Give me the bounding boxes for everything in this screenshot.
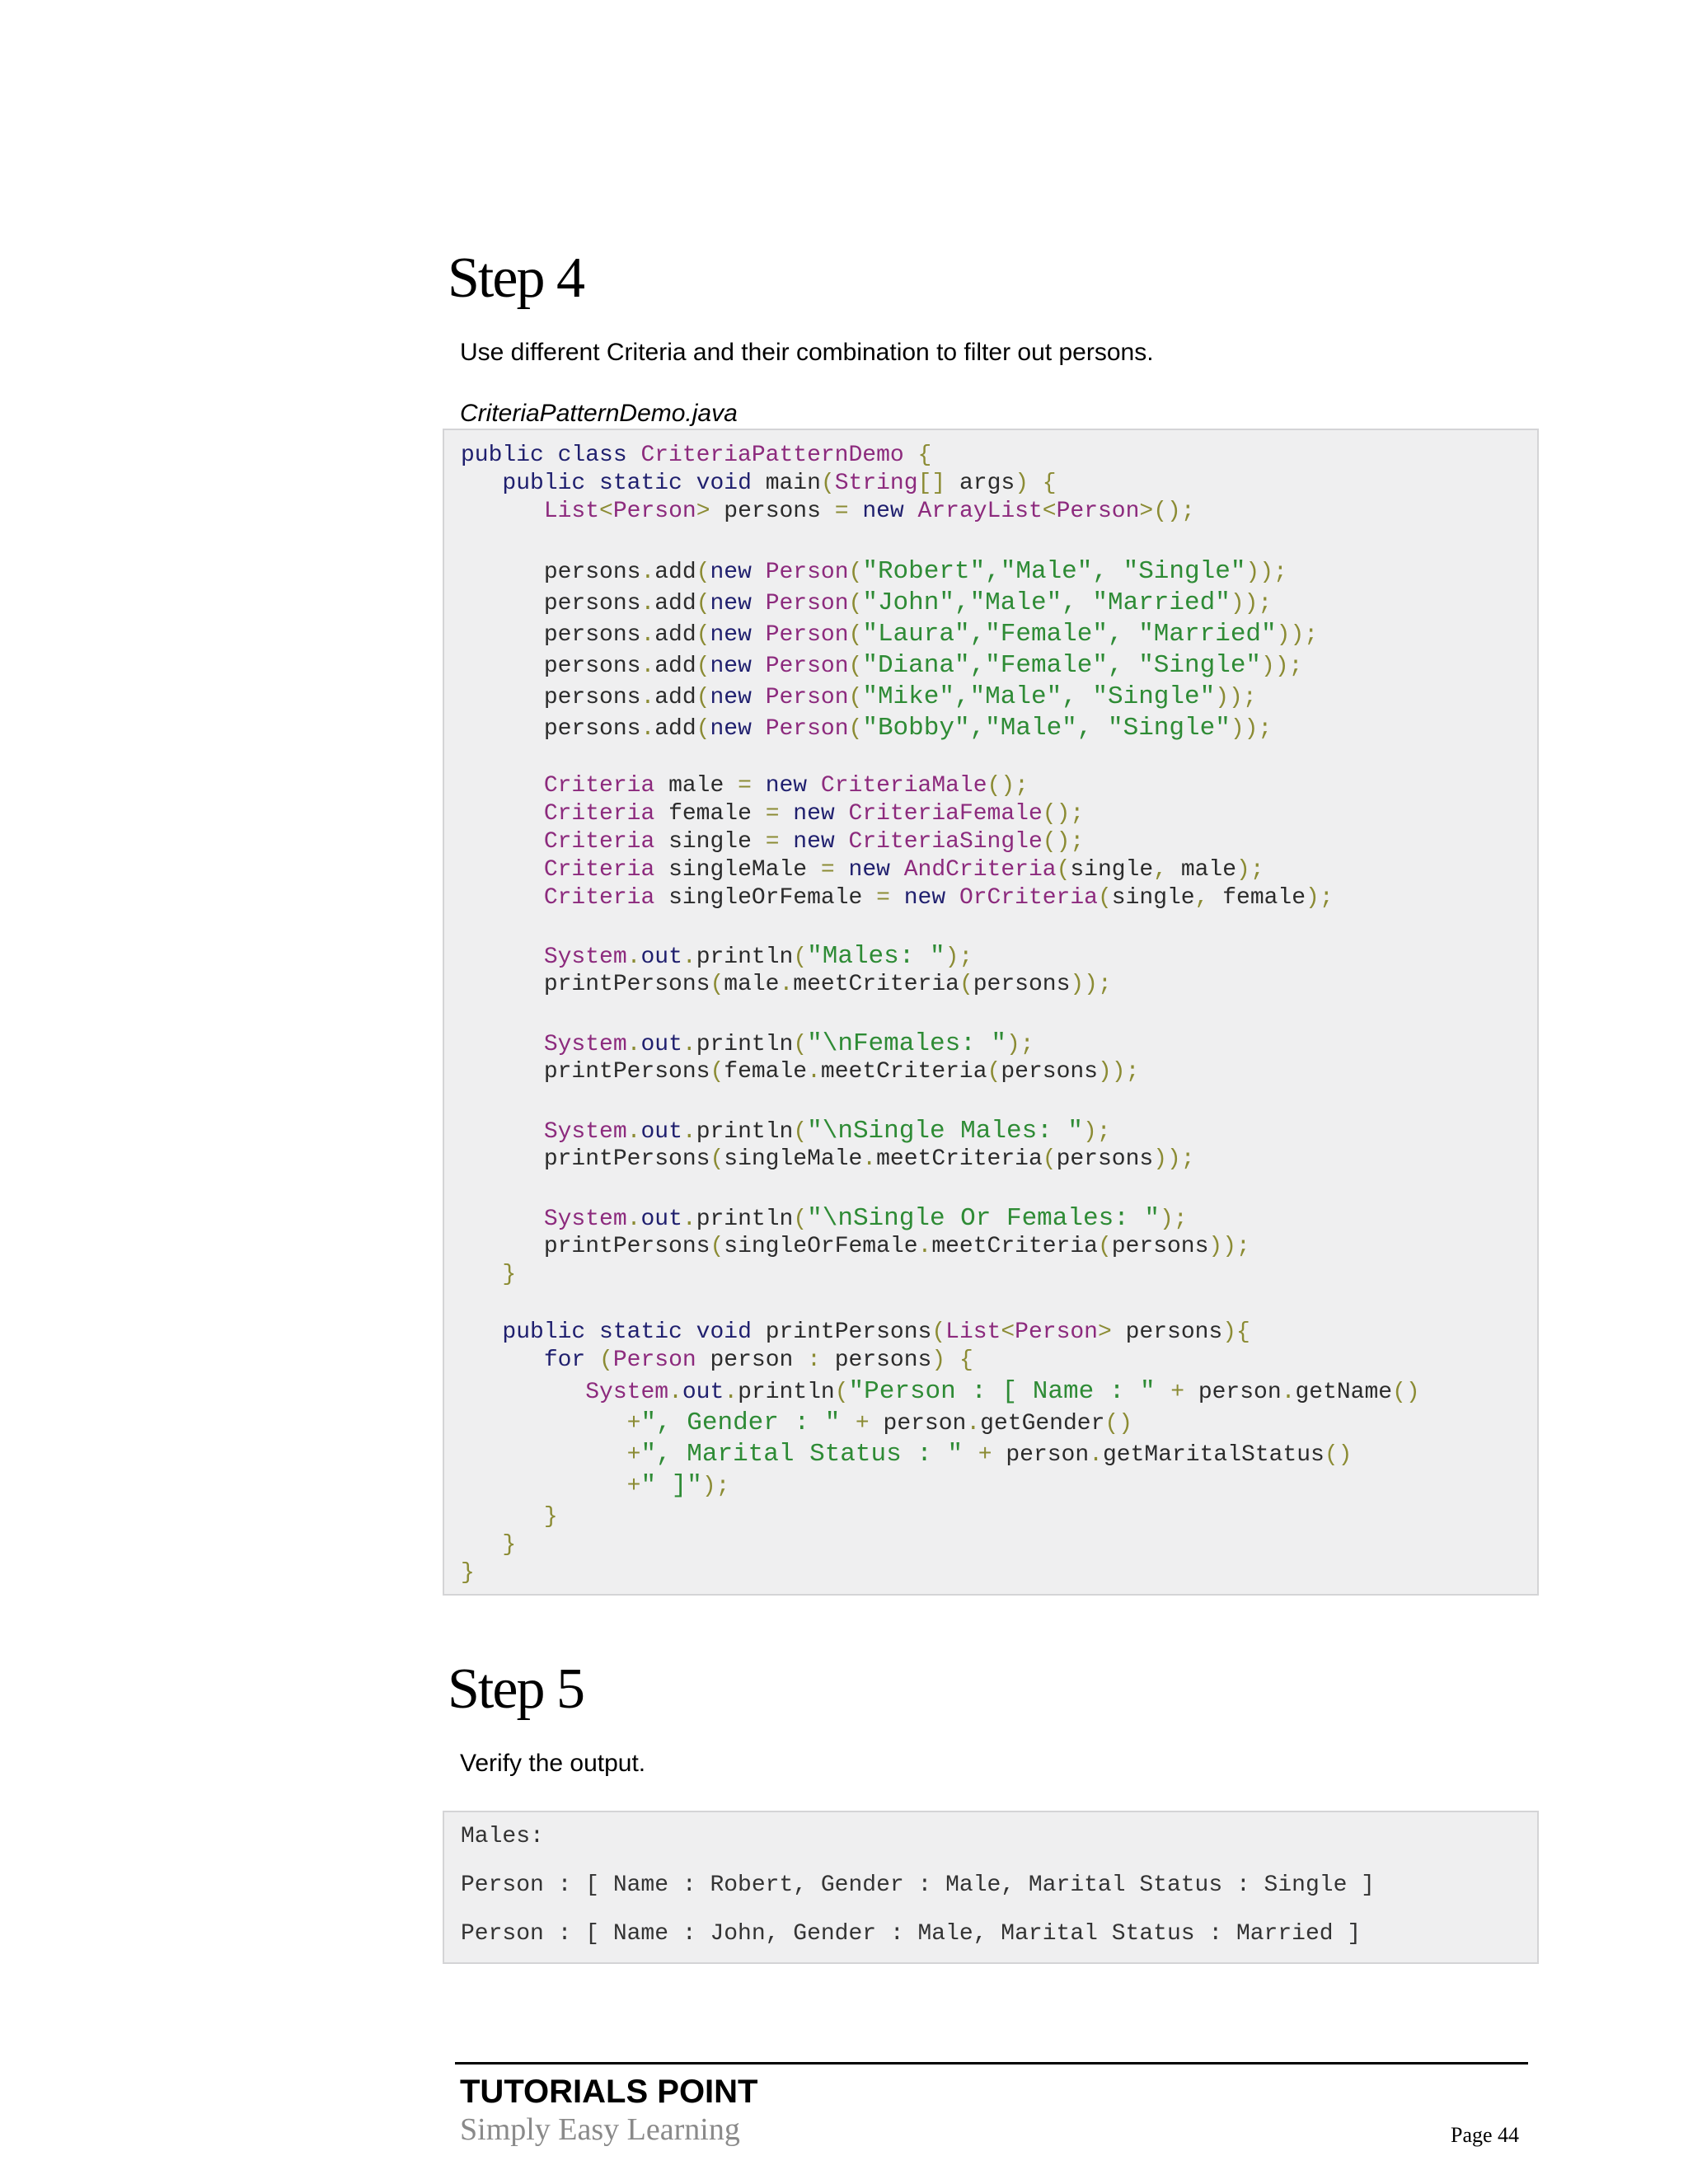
code-token: Criteria [543, 885, 669, 911]
code-token: ( [1042, 1146, 1057, 1172]
code-token: . [626, 1207, 641, 1232]
code-token: )); [1276, 622, 1319, 648]
code-token: (); [987, 773, 1029, 799]
code-token: . [640, 560, 655, 585]
code-token: } [461, 1560, 475, 1586]
code-token: )); [1153, 1146, 1195, 1172]
code-line [461, 440, 931, 471]
code-token [461, 1442, 627, 1468]
code-token: ( [959, 972, 973, 997]
code-token: , [1153, 857, 1181, 883]
code-token: printPersons [461, 1146, 710, 1172]
output-line: Person : [ Name : Robert, Gender : Male, Marital Status : Single ] [461, 1872, 1375, 1898]
code-token: ); [1236, 857, 1264, 883]
code-token: persons [1056, 1146, 1154, 1172]
code-token: )); [1261, 654, 1303, 679]
code-token: meetCriteria [793, 972, 959, 997]
code-line [461, 1530, 516, 1561]
code-token: ", Marital Status : " [640, 1440, 978, 1469]
code-token: () [1324, 1442, 1353, 1468]
code-line [461, 1439, 1352, 1470]
code-token: ( [1097, 885, 1112, 911]
code-token: getGender [980, 1411, 1105, 1436]
code-token: . [640, 654, 655, 679]
code-token: )); [1070, 972, 1112, 997]
code-token: persons [461, 716, 641, 742]
code-token: persons [973, 972, 1071, 997]
code-token: persons [461, 685, 641, 710]
code-token: ( [696, 716, 710, 742]
code-token: ){ [1222, 1319, 1250, 1345]
code-token [461, 1474, 627, 1499]
code-token: . [862, 1146, 877, 1172]
code-token: new [710, 591, 766, 616]
code-token: System [585, 1380, 669, 1405]
code-token: getName [1295, 1380, 1393, 1405]
code-token: getMaritalStatus [1102, 1442, 1325, 1468]
code-token: meetCriteria [820, 1059, 987, 1085]
code-token: Person [765, 622, 849, 648]
code-token: )); [1215, 685, 1257, 710]
code-line [461, 1231, 1250, 1263]
code-line [461, 941, 973, 972]
code-line [461, 1345, 973, 1376]
code-line [461, 1203, 1188, 1235]
code-token: add [654, 622, 696, 648]
code-token: public class [461, 443, 641, 468]
code-token: > [696, 499, 724, 524]
code-token: (); [1042, 801, 1085, 827]
code-token: ( [793, 1119, 808, 1145]
code-token: ) { [1015, 471, 1057, 496]
code-token: CriteriaPatternDemo [640, 443, 918, 468]
code-token: new [710, 654, 766, 679]
code-token: println [738, 1380, 835, 1405]
code-token: ArrayList [917, 499, 1043, 524]
code-token: persons [724, 499, 835, 524]
code-token: System [543, 944, 627, 970]
code-line [461, 1502, 558, 1533]
code-token: , [1194, 885, 1223, 911]
code-token: ( [696, 685, 710, 710]
code-token: "\nSingle Males: " [807, 1117, 1083, 1146]
code-token: Person [765, 591, 849, 616]
code-line [461, 827, 1084, 858]
code-line [461, 588, 1272, 619]
code-token: Person [765, 654, 849, 679]
code-token: + [626, 1442, 641, 1468]
code-token: new [710, 716, 766, 742]
code-token: < [1001, 1319, 1015, 1345]
code-token: ( [710, 972, 724, 997]
code-token: ( [987, 1059, 1001, 1085]
code-token: } [461, 1504, 558, 1530]
code-token: person [710, 1347, 808, 1373]
code-token: . [1281, 1380, 1296, 1405]
code-line [461, 969, 1112, 1001]
code-token: persons [461, 560, 641, 585]
code-token: singleOrFemale [724, 1234, 918, 1259]
code-token: )); [1208, 1234, 1250, 1259]
code-token: String [834, 471, 918, 496]
code-token: ( [820, 471, 835, 496]
code-line [461, 682, 1257, 713]
code-token: < [599, 499, 613, 524]
code-token: println [696, 1119, 794, 1145]
code-token: single [668, 829, 766, 855]
code-token [461, 1032, 544, 1057]
code-token: singleMale [668, 857, 821, 883]
code-token: (); [1042, 829, 1085, 855]
code-token: add [654, 591, 696, 616]
code-token: . [682, 944, 696, 970]
code-token: List [945, 1319, 1001, 1345]
code-token: . [640, 716, 655, 742]
code-line [461, 1057, 1139, 1088]
code-token: out [640, 1119, 682, 1145]
code-token: println [696, 1032, 794, 1057]
code-token: "\nFemales: " [807, 1029, 1006, 1058]
code-token: + [626, 1411, 641, 1436]
code-token: out [682, 1380, 724, 1405]
code-token: = [765, 829, 794, 855]
code-line [461, 1376, 1420, 1408]
code-token: . [640, 622, 655, 648]
code-token: ); [1083, 1119, 1111, 1145]
code-token: meetCriteria [876, 1146, 1043, 1172]
code-token [461, 471, 502, 496]
code-token: Person [612, 499, 696, 524]
code-token [461, 801, 544, 827]
code-token: public static void [502, 1319, 766, 1345]
step-4-description: Use different Criteria and their combination to filter out persons. [460, 339, 1154, 366]
code-token: } [461, 1532, 517, 1558]
code-token: )); [1245, 560, 1287, 585]
code-token: = [765, 801, 794, 827]
code-token: new [903, 885, 959, 911]
code-token: ) { [931, 1347, 973, 1373]
code-token: println [696, 944, 794, 970]
code-token: + [855, 1411, 884, 1436]
code-token: person [1006, 1442, 1090, 1468]
code-line [461, 1317, 1250, 1348]
code-token: = [820, 857, 849, 883]
code-token: singleMale [724, 1146, 863, 1172]
code-token: ( [599, 1347, 613, 1373]
code-token: . [682, 1119, 696, 1145]
code-token: ( [1056, 857, 1071, 883]
code-token: OrCriteria [959, 885, 1098, 911]
code-line [461, 1470, 729, 1502]
code-token: . [640, 591, 655, 616]
code-token: out [640, 1207, 682, 1232]
code-token: )); [1097, 1059, 1140, 1085]
code-token: "\nSingle Or Females: " [807, 1204, 1160, 1233]
code-token: ( [848, 685, 863, 710]
code-token: ( [848, 654, 863, 679]
code-token: CriteriaSingle [848, 829, 1043, 855]
code-token: . [668, 1380, 682, 1405]
code-token: single [1111, 885, 1195, 911]
code-token: persons [834, 1347, 932, 1373]
code-token: for [543, 1347, 600, 1373]
code-token: "Males: " [807, 942, 945, 971]
code-line [461, 619, 1318, 650]
code-token: new [793, 801, 849, 827]
code-token: . [682, 1032, 696, 1057]
code-token: ( [696, 622, 710, 648]
code-token: female [1222, 885, 1306, 911]
code-token: "Robert","Male", "Single" [862, 557, 1246, 586]
code-token: : [807, 1347, 835, 1373]
code-token: ( [848, 716, 863, 742]
code-token: ); [1006, 1032, 1034, 1057]
code-token: ( [834, 1380, 849, 1405]
code-token: printPersons [461, 972, 710, 997]
step-5-description: Verify the output. [460, 1750, 646, 1777]
code-token: persons [461, 622, 641, 648]
code-token: new [793, 829, 849, 855]
code-token: ( [848, 560, 863, 585]
code-token: singleOrFemale [668, 885, 877, 911]
code-token: out [640, 944, 682, 970]
code-token: Person [1015, 1319, 1098, 1345]
code-token: " ]" [640, 1471, 702, 1500]
code-token: ( [793, 944, 808, 970]
code-token: Person [765, 685, 849, 710]
code-token: persons [1111, 1234, 1209, 1259]
code-token [461, 944, 544, 970]
code-token: . [626, 1032, 641, 1057]
code-token: Person [1056, 499, 1140, 524]
code-token: ( [696, 591, 710, 616]
code-token [461, 857, 544, 883]
code-line [461, 496, 1195, 527]
code-token: "Person : [ Name : " [848, 1377, 1171, 1406]
code-token: add [654, 560, 696, 585]
code-token: out [640, 1032, 682, 1057]
code-token: System [543, 1207, 627, 1232]
code-token: = [834, 499, 863, 524]
code-token: new [848, 857, 904, 883]
output-line: Person : [ Name : John, Gender : Male, Marital Status : Married ] [461, 1921, 1362, 1947]
code-token: new [710, 622, 766, 648]
code-token [461, 1207, 544, 1232]
code-token: meetCriteria [931, 1234, 1098, 1259]
code-line [461, 883, 1334, 914]
code-token: female [724, 1059, 808, 1085]
code-line [461, 799, 1084, 830]
code-token: new [765, 773, 821, 799]
code-token: persons [461, 654, 641, 679]
code-token: ( [710, 1146, 724, 1172]
code-line [461, 556, 1287, 588]
code-token: () [1392, 1380, 1420, 1405]
code-token: ( [710, 1059, 724, 1085]
code-token: )); [1230, 591, 1273, 616]
code-token: ( [696, 560, 710, 585]
code-token: Person [765, 560, 849, 585]
code-token: ); [1306, 885, 1334, 911]
code-block [443, 429, 1539, 1596]
code-token: main [765, 471, 821, 496]
code-token: new [710, 685, 766, 710]
code-token [461, 1319, 502, 1345]
code-token: male [724, 972, 780, 997]
code-token: . [626, 1119, 641, 1145]
code-token: person [883, 1411, 967, 1436]
code-token: . [779, 972, 794, 997]
code-token: ); [1160, 1207, 1188, 1232]
code-token: System [543, 1119, 627, 1145]
code-token: male [1180, 857, 1237, 883]
output-line: Males: [461, 1824, 544, 1849]
code-token: ", Gender : " [640, 1408, 856, 1437]
code-token: . [682, 1207, 696, 1232]
code-token: () [1104, 1411, 1132, 1436]
code-token: printPersons [461, 1059, 710, 1085]
code-token: [] [917, 471, 959, 496]
output-block [443, 1811, 1539, 1964]
code-token: println [696, 1207, 794, 1232]
code-token: male [668, 773, 738, 799]
code-line [461, 1558, 475, 1589]
code-token: add [654, 654, 696, 679]
code-token: . [917, 1234, 932, 1259]
footer-divider [455, 2062, 1528, 2064]
code-token: ( [931, 1319, 946, 1345]
code-token [461, 829, 544, 855]
code-token: persons [1125, 1319, 1223, 1345]
code-line [461, 1116, 1111, 1147]
code-token: ( [848, 622, 863, 648]
code-line [461, 1029, 1034, 1060]
code-line [461, 1259, 516, 1291]
code-token: List [543, 499, 600, 524]
footer-tagline: Simply Easy Learning [460, 2112, 740, 2147]
code-token: CriteriaFemale [848, 801, 1043, 827]
code-token: Person [765, 716, 849, 742]
code-line [461, 468, 1057, 499]
code-token: )); [1230, 716, 1273, 742]
code-line [461, 1144, 1195, 1175]
code-token [461, 773, 544, 799]
code-token: new [710, 560, 766, 585]
code-token [461, 1380, 585, 1405]
code-token: + [978, 1442, 1006, 1468]
page-number: Page 44 [1451, 2123, 1520, 2147]
code-token: Criteria [543, 801, 669, 827]
code-token: = [876, 885, 904, 911]
step-5-heading: Step 5 [448, 1657, 584, 1721]
code-token: . [1089, 1442, 1103, 1468]
code-token [461, 1347, 544, 1373]
step-4-heading: Step 4 [448, 246, 584, 310]
code-token: + [626, 1474, 641, 1499]
code-token: . [966, 1411, 981, 1436]
code-token: persons [461, 591, 641, 616]
code-token: "John","Male", "Married" [862, 588, 1231, 617]
code-token: args [959, 471, 1015, 496]
code-token: person [1198, 1380, 1282, 1405]
code-token: add [654, 685, 696, 710]
code-token: { [917, 443, 932, 468]
code-token: new [862, 499, 918, 524]
code-token: "Laura","Female", "Married" [862, 620, 1277, 649]
code-token: ( [710, 1234, 724, 1259]
code-token [461, 499, 544, 524]
code-token: = [738, 773, 766, 799]
code-token: persons [1001, 1059, 1098, 1085]
code-token: . [640, 685, 655, 710]
code-token: "Diana","Female", "Single" [862, 651, 1262, 680]
code-token: public static void [502, 471, 766, 496]
code-token: printPersons [461, 1234, 710, 1259]
code-token: ( [696, 654, 710, 679]
code-token: ( [793, 1207, 808, 1232]
code-token: Criteria [543, 857, 669, 883]
code-token [461, 885, 544, 911]
code-token [461, 1411, 627, 1436]
code-token: "Mike","Male", "Single" [862, 682, 1216, 711]
code-token: ( [1097, 1234, 1112, 1259]
code-token: "Bobby","Male", "Single" [862, 714, 1231, 743]
code-token: add [654, 716, 696, 742]
code-token: single [1070, 857, 1154, 883]
code-token: > [1098, 1319, 1126, 1345]
code-token: female [668, 801, 766, 827]
code-token: AndCriteria [903, 857, 1057, 883]
code-token: < [1042, 499, 1057, 524]
code-line [461, 771, 1029, 802]
code-token: } [461, 1262, 517, 1287]
code-token: System [543, 1032, 627, 1057]
code-token: ( [793, 1032, 808, 1057]
code-token: . [807, 1059, 821, 1085]
code-line [461, 650, 1302, 682]
code-line [461, 1408, 1132, 1439]
code-line [461, 713, 1272, 744]
code-line [461, 855, 1264, 886]
code-token: >(); [1139, 499, 1195, 524]
code-token: Criteria [543, 829, 669, 855]
code-token [461, 1119, 544, 1145]
footer-brand: TUTORIALS POINT [460, 2074, 758, 2110]
code-token: CriteriaMale [820, 773, 987, 799]
code-filename: CriteriaPatternDemo.java [460, 400, 738, 427]
code-token: Criteria [543, 773, 669, 799]
code-token: . [626, 944, 641, 970]
code-token: ); [945, 944, 973, 970]
code-token: . [724, 1380, 738, 1405]
code-token: + [1170, 1380, 1198, 1405]
code-token: printPersons [765, 1319, 932, 1345]
code-token: ( [848, 591, 863, 616]
code-token: Person [612, 1347, 710, 1373]
code-token: ); [701, 1474, 730, 1499]
